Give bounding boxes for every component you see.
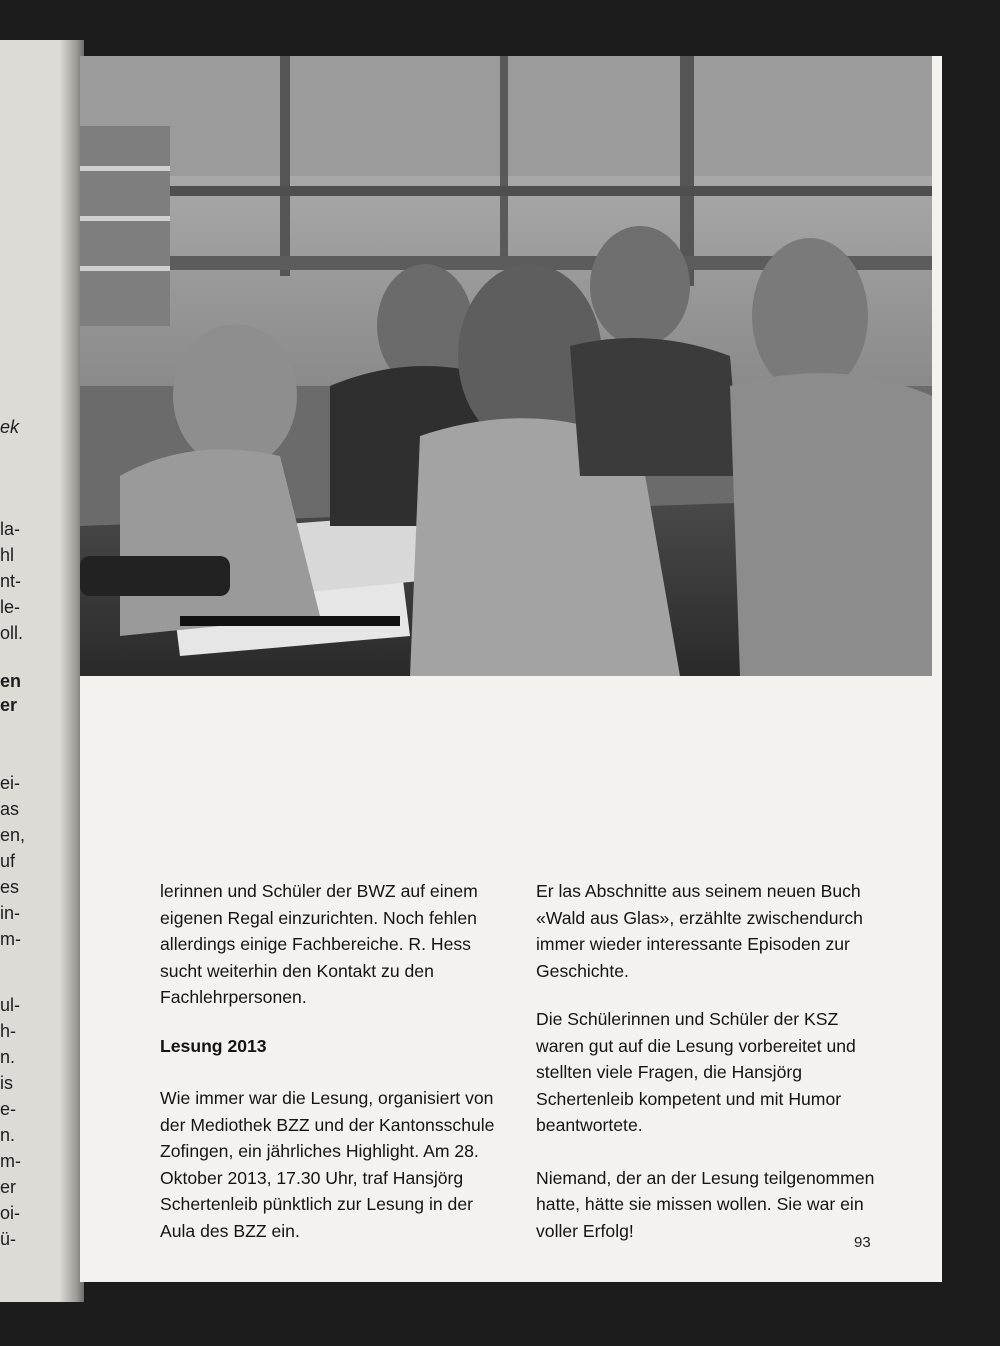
article-left-column [160,878,500,1244]
previous-page-fragment: oi- [0,1203,21,1223]
previous-page-fragment: ul- [0,995,21,1015]
previous-page-fragment: uf [0,851,16,871]
previous-page-fragment: h- [0,1021,17,1041]
previous-page-fragment: hl [0,545,15,565]
previous-page-fragment: ü- [0,1229,17,1249]
previous-page-fragment: en, [0,825,26,845]
right-paragraph-3: Niemand, der an der Lesung teilgenommen hatte, hätte sie missen wollen. Sie war ein voller Erfolg! [536,1167,875,1241]
previous-page-fragment: oll. [0,623,24,643]
right-paragraph-2: Die Schülerinnen und Schüler der KSZ waren gut auf die Lesung vorbereitet und stellten viele Fragen, die Hansjörg Schertenleib kompetent und mit Humor beantwortete. [536,1009,856,1135]
right-paragraph-1: Er las Abschnitte aus seinem neuen Buch «Wald aus Glas», erzählte zwischendurch immer wieder interessante Episoden zur Geschichte. [536,881,863,981]
article-right-column [536,878,876,1244]
section-heading-lesung: Lesung 2013 [160,1035,267,1056]
previous-page-fragment: es [0,877,20,897]
previous-page-fragment: n. [0,1047,16,1067]
previous-page-fragment: le- [0,597,21,617]
previous-page-fragment: ei- [0,773,21,793]
left-paragraph-1: lerinnen und Schüler der BWZ auf einem eigenen Regal einzurichten. Noch fehlen allerdings einige Fachbereiche. R. Hess sucht weiterhin den Kontakt zu den Fachlehrpersonen. [160,881,478,1007]
previous-page-fragment: nt- [0,571,22,591]
left-paragraph-2: Wie immer war die Lesung, organisiert von der Mediothek BZZ und der Kantonsschule Zofingen, ein jährliches Highlight. Am 28. Oktober 2013, 17.30 Uhr, traf Hansjörg Schertenleib pünktlich zur Lesung in der Aula des BZZ ein. [160,1088,495,1241]
previous-page-fragment: en [0,671,22,691]
previous-page-fragment: n. [0,1125,16,1145]
previous-page-fragment: is [0,1073,13,1093]
previous-page-fragment: e- [0,1099,17,1119]
previous-page-fragment: er [0,1177,17,1197]
page-number: 93 [854,1234,871,1251]
previous-page-fragment: la- [0,519,21,539]
previous-page-fragment: ek [0,417,20,437]
previous-page-fragment: in- [0,903,21,923]
previous-page-fragment: er [0,695,18,715]
students-studying-photo [80,56,932,676]
previous-page-fragment: as [0,799,20,819]
magazine-page [80,56,942,1282]
previous-page-fragment: m- [0,929,21,949]
previous-page-fragment: m- [0,1151,21,1171]
